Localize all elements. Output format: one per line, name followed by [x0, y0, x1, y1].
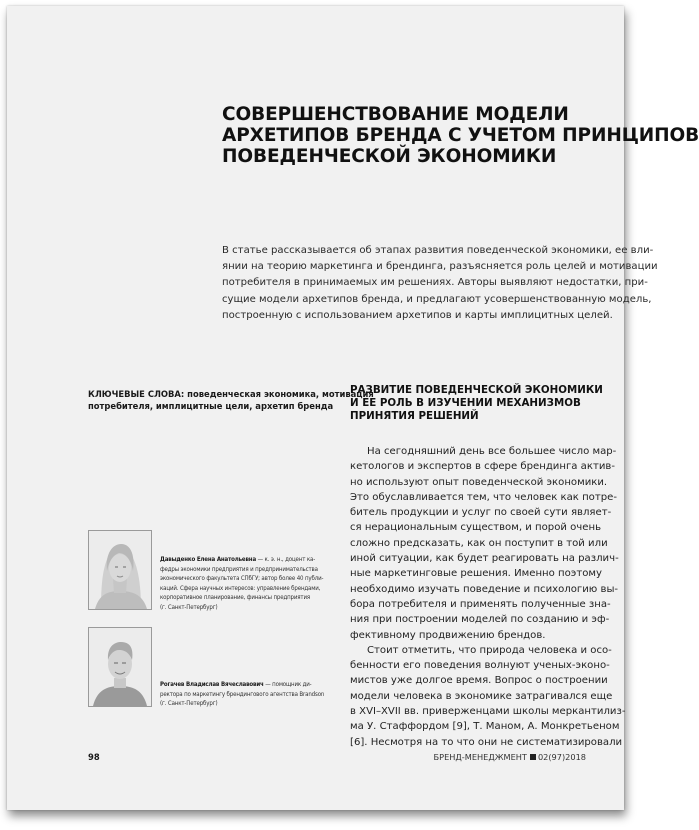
- author-bio-start: — помощник ди-: [263, 681, 312, 688]
- body-line: необходимо изучать поведение и психологию вы-: [350, 583, 619, 595]
- author-photo-female: [88, 530, 152, 610]
- body-line: но используют опыт поведенческой экономики.: [350, 476, 608, 488]
- keywords-line: потребителя, имплицитные цели, архетип бренда: [88, 401, 334, 411]
- square-bullet-icon: [530, 754, 536, 760]
- author-bio-line: корпоративное планирование, финансы предприятия: [160, 594, 311, 602]
- author-name: Давыденко Елена Анатольевна: [160, 556, 256, 563]
- article-keywords: [88, 388, 374, 412]
- article-body: [350, 444, 626, 750]
- body-line: ма У. Стаффордом [9], Т. Маном, А. Монкретьеном: [350, 721, 620, 733]
- author-bio-line: [160, 555, 335, 565]
- body-line: ные маркетинговые решения. Именно поэтому: [350, 568, 602, 580]
- abstract-line: янии на теорию маркетинга и брендинга, разъясняется роль целей и мотивации: [222, 261, 658, 273]
- author-portrait-male-icon: [89, 628, 151, 706]
- body-line: бенности его поведения волнуют ученых-эконо-: [350, 660, 610, 672]
- author-bio-start: — к. э. н., доцент ка-: [256, 556, 316, 563]
- section-heading-line: И ЕЕ РОЛЬ В ИЗУЧЕНИИ МЕХАНИЗМОВ: [350, 397, 581, 409]
- article-title: [222, 104, 699, 167]
- author-bio-line: каций. Сфера научных интересов: управление брендами,: [160, 584, 321, 592]
- article-title-line: АРХЕТИПОВ БРЕНДА С УЧЕТОМ ПРИНЦИПОВ: [222, 125, 699, 146]
- running-footer: [434, 752, 586, 762]
- body-line: иной ситуации, как будет реагировать на различ-: [350, 553, 619, 565]
- body-line: фективному продвижению брендов.: [350, 629, 546, 641]
- body-line: ся нерациональным существом, и порой очень: [350, 522, 602, 534]
- article-abstract: [222, 243, 658, 324]
- body-line: мистов уже долгое время. Вопрос о построении: [350, 675, 608, 687]
- author-bio-line: (г. Санкт-Петербург): [160, 603, 218, 611]
- author-photo-male: [88, 627, 152, 707]
- journal-page: [7, 6, 699, 810]
- article-title-line: СОВЕРШЕНСТВОВАНИЕ МОДЕЛИ: [222, 104, 569, 125]
- body-line: кетологов и экспертов в сфере брендинга актив-: [350, 461, 615, 473]
- issue-number: 02(97)2018: [537, 752, 586, 762]
- body-line: [6]. Несмотря на то что они не систематизировали: [350, 736, 623, 748]
- article-title-line: ПОВЕДЕНЧЕСКОЙ ЭКОНОМИКИ: [222, 146, 557, 167]
- abstract-line: построенную с использованием архетипов и карты имплицитных целей.: [222, 309, 613, 321]
- author-name: Рогачев Владислав Вячеславович: [160, 681, 264, 688]
- author-bio-line: ректора по маркетингу брендингового агентства Brandson: [160, 690, 325, 698]
- body-line: в XVI–XVII вв. приверженцами школы меркантилиз-: [350, 706, 626, 718]
- body-line: На сегодняшний день все большее число мар-: [367, 446, 617, 457]
- body-line: Стоит отметить, что природа человека и осо-: [367, 644, 612, 656]
- author-bio-line: федры экономики предприятия и предпринимательства: [160, 565, 318, 573]
- body-line: модели человека в экономике затрагивался еще: [350, 690, 613, 702]
- body-line: Это обуславливается тем, что человек как потре-: [350, 491, 618, 503]
- page-number: 98: [88, 752, 100, 762]
- author-bio: [160, 680, 335, 709]
- abstract-line: потребителя в принимаемых им решениях. Авторы выявляют недостатки, при-: [222, 277, 648, 289]
- section-heading-line: РАЗВИТИЕ ПОВЕДЕНЧЕСКОЙ ЭКОНОМИКИ: [350, 384, 603, 396]
- author-bio: [160, 555, 335, 613]
- body-line: сложно предсказать, как он поступит в той или: [350, 537, 608, 549]
- author-portrait-female-icon: [89, 531, 151, 609]
- abstract-line: В статье рассказывается об этапах развития поведенческой экономики, ее вли-: [222, 245, 654, 256]
- section-heading: [350, 384, 610, 423]
- section-heading-line: ПРИНЯТИЯ РЕШЕНИЙ: [350, 410, 479, 422]
- journal-name: БРЕНД-МЕНЕДЖМЕНТ: [433, 752, 527, 762]
- abstract-line: сущие модели архетипов бренда, и предлагают усовершенствованную модель,: [222, 293, 652, 305]
- body-line: ния при построении моделей по созданию и эф-: [350, 614, 610, 626]
- author-bio-line: экономического факультета СПбГУ; автор более 40 публи-: [160, 575, 324, 583]
- body-line: бора потребителя и применять полученные зна-: [350, 598, 611, 610]
- author-bio-line: (г. Санкт-Петербург): [160, 700, 218, 708]
- body-line: битель продукции и услуг по своей сути являет-: [350, 507, 612, 519]
- keywords-line: КЛЮЧЕВЫЕ СЛОВА: поведенческая экономика, мотивация: [88, 389, 374, 399]
- author-bio-line: [160, 680, 335, 690]
